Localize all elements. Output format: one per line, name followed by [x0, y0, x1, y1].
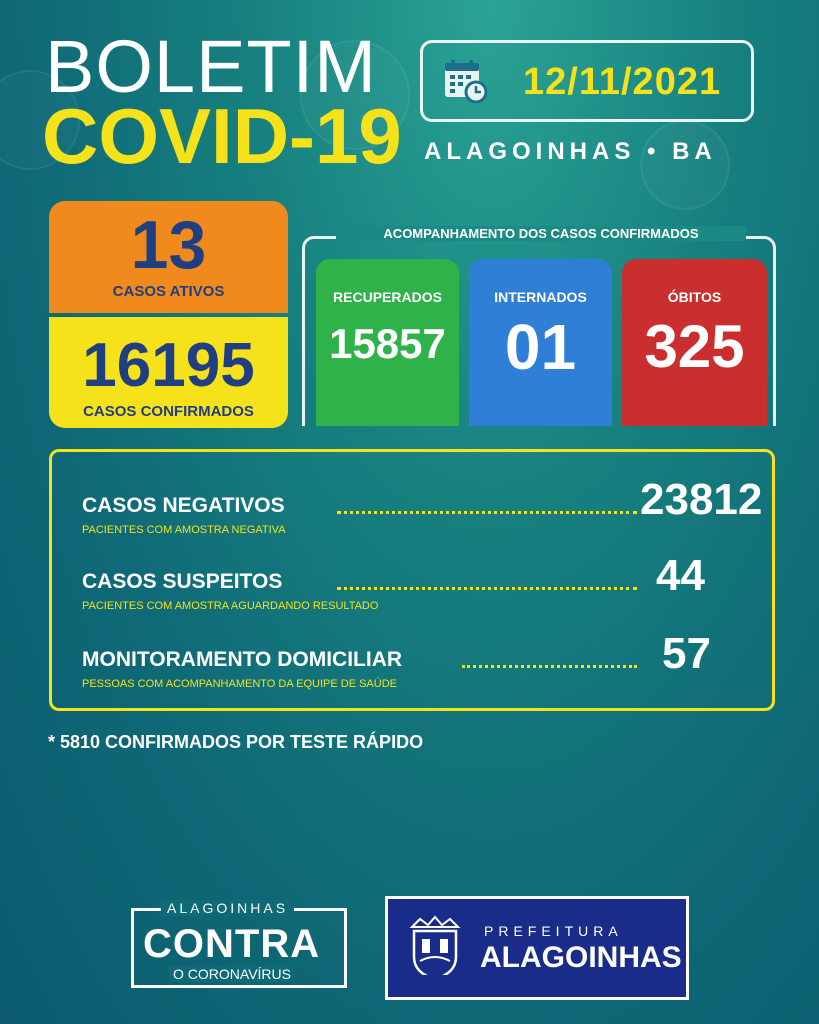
- monitoramento-subtitle: PESSOAS COM ACOMPANHAMENTO DA EQUIPE DE SAÚDE: [82, 678, 397, 690]
- negativos-subtitle: PACIENTES COM AMOSTRA NEGATIVA: [82, 524, 286, 536]
- casos-confirmados-card: [49, 317, 288, 428]
- contra-coronavirus-logo: [131, 900, 347, 988]
- monitoramento-value: 57: [662, 629, 711, 678]
- dotted-leader: [337, 587, 637, 590]
- obitos-card: [622, 259, 767, 426]
- date-box: [420, 40, 754, 122]
- title-covid: COVID-19: [42, 92, 402, 180]
- casos-ativos-value: 13: [130, 207, 207, 283]
- suspeitos-title: CASOS SUSPEITOS: [82, 570, 283, 593]
- dotted-leader: [337, 511, 637, 514]
- suspeitos-value: 44: [656, 551, 705, 600]
- prefeitura-logo: [385, 896, 689, 1000]
- internados-card: [469, 259, 612, 426]
- recuperados-card: [316, 259, 459, 426]
- date-text: 12/11/2021: [523, 61, 722, 103]
- obitos-label: ÓBITOS: [667, 289, 722, 305]
- monitoramento-title: MONITORAMENTO DOMICILIAR: [82, 648, 403, 671]
- campaign-main-text: CONTRA: [143, 922, 321, 966]
- calendar-clock-icon: [443, 59, 487, 103]
- campaign-bottom-text: O CORONAVÍRUS: [169, 966, 295, 982]
- casos-ativos-label: CASOS ATIVOS: [112, 283, 225, 300]
- teste-rapido-note: * 5810 CONFIRMADOS POR TESTE RÁPIDO: [48, 732, 424, 752]
- negativos-title: CASOS NEGATIVOS: [82, 494, 285, 517]
- location-text: ALAGOINHAS • BA: [424, 138, 717, 165]
- recuperados-label: RECUPERADOS: [333, 289, 442, 305]
- recuperados-value: 15857: [329, 320, 446, 367]
- title-boletim: BOLETIM: [45, 25, 377, 108]
- acompanhamento-title: ACOMPANHAMENTO DOS CASOS CONFIRMADOS: [336, 226, 746, 241]
- city-seal-icon: [404, 913, 466, 985]
- alagoinhas-text: ALAGOINHAS: [480, 941, 682, 974]
- casos-ativos-card: [49, 201, 288, 313]
- campaign-top-text: ALAGOINHAS: [161, 900, 294, 916]
- suspeitos-subtitle: PACIENTES COM AMOSTRA AGUARDANDO RESULTADO: [82, 600, 379, 612]
- casos-list-box: [49, 449, 775, 711]
- internados-value: 01: [504, 311, 577, 383]
- casos-confirmados-value: 16195: [82, 331, 255, 400]
- internados-label: INTERNADOS: [494, 289, 587, 305]
- dotted-leader: [462, 665, 637, 668]
- obitos-value: 325: [644, 313, 745, 380]
- negativos-value: 23812: [640, 475, 763, 524]
- prefeitura-text: PREFEITURA: [484, 923, 623, 939]
- casos-confirmados-label: CASOS CONFIRMADOS: [83, 403, 254, 420]
